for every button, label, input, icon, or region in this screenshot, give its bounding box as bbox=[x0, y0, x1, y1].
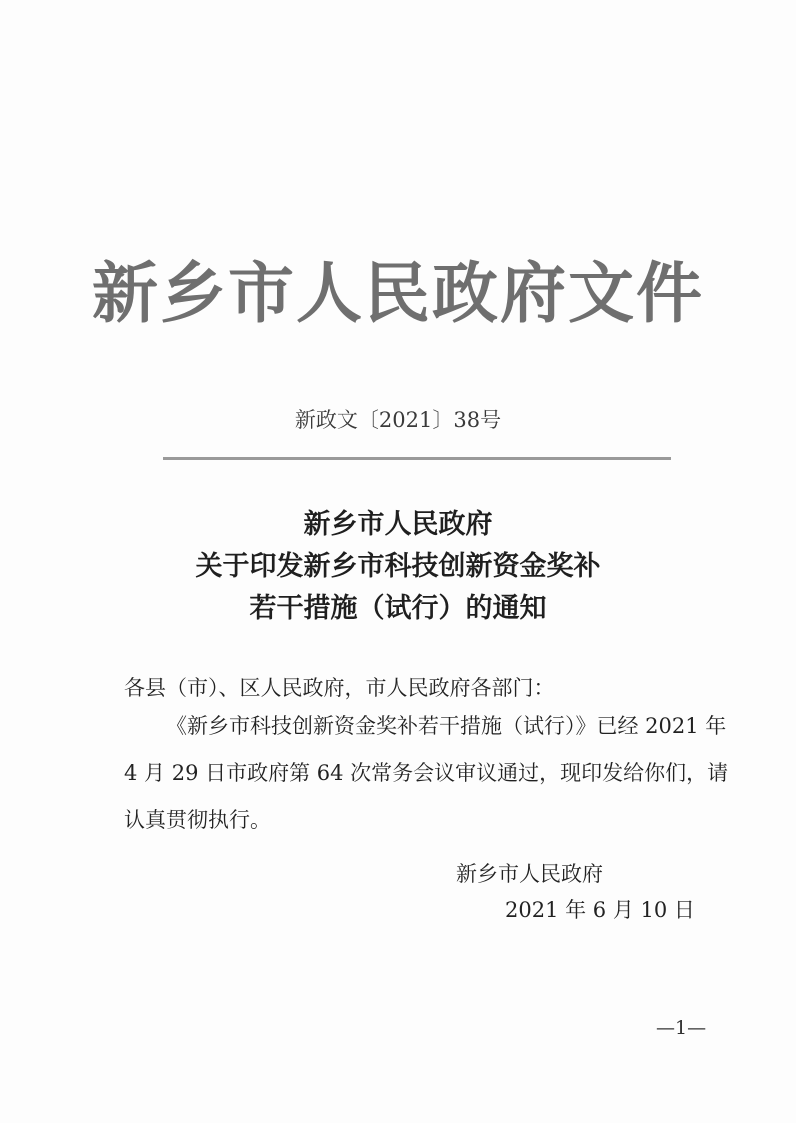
body-paragraph bbox=[124, 703, 729, 844]
document-number: 新政文〔2021〕38号 bbox=[294, 408, 502, 432]
notice-title-line-2: 关于印发新乡市科技创新资金奖补 bbox=[195, 551, 601, 582]
page-number: —1— bbox=[656, 1017, 707, 1039]
notice-title-line-1: 新乡市人民政府 bbox=[303, 509, 493, 540]
body-line-3: 认真贯彻执行。 bbox=[124, 808, 271, 832]
salutation: 各县（市）、区人民政府，市人民政府各部门： bbox=[124, 676, 555, 700]
document-header-title: 新乡市人民政府文件 bbox=[92, 254, 704, 332]
body-line-1: 《新乡市科技创新资金奖补若干措施（试行）》已经 2021 年 bbox=[166, 714, 727, 738]
issuer-signature: 新乡市人民政府 bbox=[456, 862, 603, 886]
body-line-2: 4 月 29 日市政府第 64 次常务会议审议通过，现印发给你们，请 bbox=[124, 761, 729, 785]
issue-date: 2021 年 6 月 10 日 bbox=[505, 898, 695, 922]
header-divider-line bbox=[163, 457, 671, 460]
notice-title-line-3: 若干措施（试行）的通知 bbox=[249, 593, 547, 624]
notice-title bbox=[0, 504, 796, 630]
